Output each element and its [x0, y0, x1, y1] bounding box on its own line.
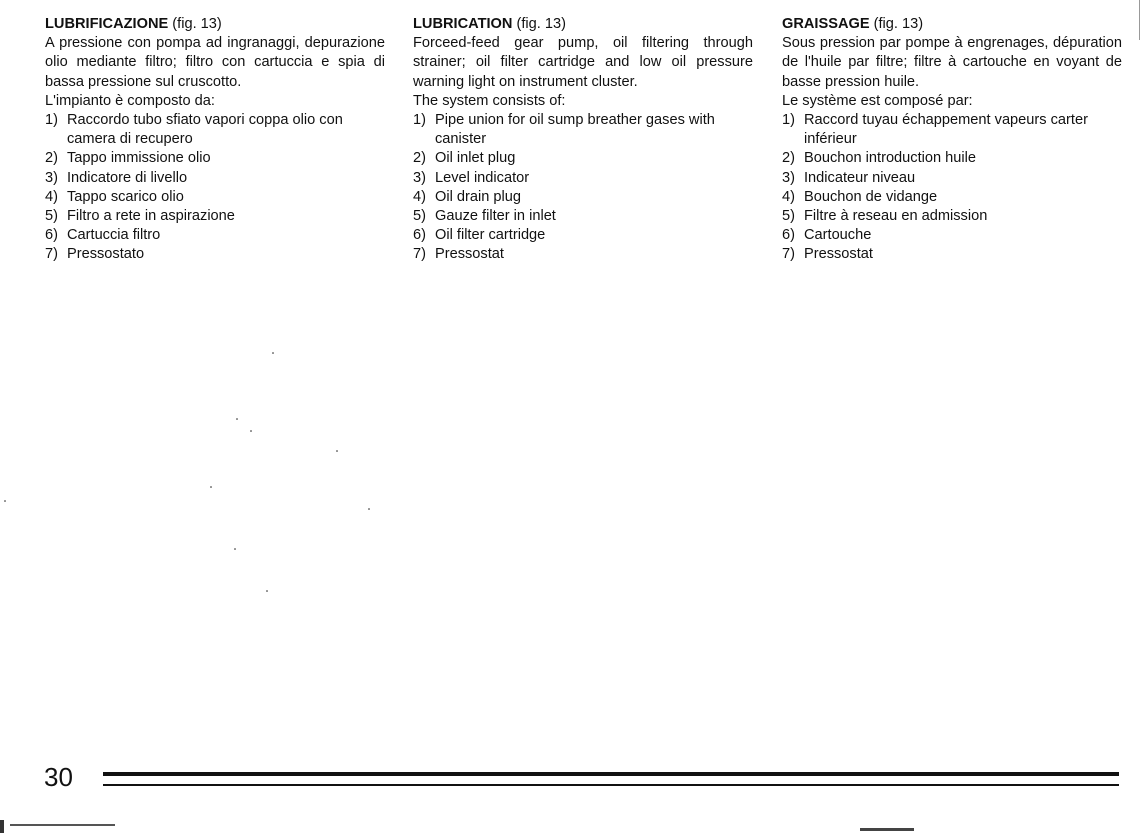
item-text: Tappo immissione olio — [67, 150, 211, 167]
system-intro: Le système est composé par: — [782, 92, 973, 109]
item-number: 1) — [782, 112, 795, 129]
item-text: Raccord tuyau échappement vapeurs carter inférieur — [804, 112, 1088, 148]
item-text: Filtro a rete in aspirazione — [67, 208, 235, 225]
column-english — [413, 15, 753, 265]
section-heading — [782, 15, 1122, 34]
item-number: 5) — [45, 208, 58, 225]
item-number: 6) — [782, 227, 795, 244]
section-heading — [45, 15, 385, 34]
system-intro: L'impianto è composto da: — [45, 92, 215, 109]
item-text: Tappo scarico olio — [67, 188, 184, 205]
item-number: 7) — [45, 246, 58, 263]
item-number: 5) — [782, 208, 795, 225]
list-item — [45, 188, 385, 207]
heading-fig-ref: (fig. 13) — [172, 16, 222, 32]
scan-speck — [368, 508, 370, 510]
item-text: Bouchon de vidange — [804, 188, 938, 205]
list-item — [782, 207, 1122, 226]
scan-artifact-bottom-right — [860, 828, 914, 831]
item-text: Pipe union for oil sump breather gases with canister — [435, 112, 715, 148]
item-number: 1) — [45, 112, 58, 129]
scan-artifact-right-edge — [1139, 0, 1140, 40]
page-number: 30 — [44, 762, 73, 792]
list-item — [782, 188, 1122, 207]
item-number: 4) — [45, 188, 58, 205]
list-item — [782, 149, 1122, 168]
item-number: 1) — [413, 112, 426, 129]
scan-speck — [336, 450, 338, 452]
list-item — [782, 226, 1122, 245]
item-number: 6) — [413, 227, 426, 244]
item-number: 6) — [45, 227, 58, 244]
item-text: Indicateur niveau — [804, 169, 916, 186]
item-text: Pressostat — [804, 246, 873, 263]
parts-list — [45, 111, 385, 265]
item-text: Cartouche — [804, 227, 872, 244]
footer-rule-thick — [103, 772, 1119, 776]
list-item — [782, 111, 1122, 149]
item-number: 2) — [782, 150, 795, 167]
scan-speck — [236, 418, 238, 420]
item-text: Oil inlet plug — [435, 150, 516, 167]
list-item — [782, 245, 1122, 264]
item-text: Oil filter cartridge — [435, 227, 546, 244]
parts-list — [413, 111, 753, 265]
item-text: Cartuccia filtro — [67, 227, 161, 244]
heading-title: LUBRIFICAZIONE — [45, 16, 169, 32]
list-item — [413, 149, 753, 168]
item-text: Oil drain plug — [435, 188, 521, 205]
item-number: 2) — [413, 150, 426, 167]
item-number: 7) — [413, 246, 426, 263]
list-item — [45, 207, 385, 226]
item-number: 7) — [782, 246, 795, 263]
item-number: 2) — [45, 150, 58, 167]
list-item — [782, 169, 1122, 188]
scan-speck — [210, 486, 212, 488]
intro-paragraph: Forceed-feed gear pump, oil filtering through strainer; oil filter cartridge and low oil pressure warning light on instrument cluster. — [413, 35, 753, 90]
item-number: 4) — [413, 188, 426, 205]
system-intro: The system consists of: — [413, 92, 566, 109]
list-item — [413, 169, 753, 188]
column-italian — [45, 15, 385, 265]
parts-list — [782, 111, 1122, 265]
item-number: 3) — [45, 169, 58, 186]
scan-speck — [234, 548, 236, 550]
list-item — [413, 111, 753, 149]
list-item — [45, 245, 385, 264]
list-item — [413, 207, 753, 226]
item-number: 3) — [782, 169, 795, 186]
item-text: Gauze filter in inlet — [435, 208, 556, 225]
heading-fig-ref: (fig. 13) — [516, 16, 566, 32]
scan-artifact-left — [0, 820, 4, 833]
item-text: Level indicator — [435, 169, 530, 186]
item-text: Bouchon introduction huile — [804, 150, 977, 167]
heading-fig-ref: (fig. 13) — [873, 16, 924, 32]
footer-rule-thin — [103, 784, 1119, 786]
scan-speck — [266, 590, 268, 592]
item-text: Pressostat — [435, 246, 504, 263]
heading-title: GRAISSAGE — [782, 16, 870, 32]
list-item — [413, 226, 753, 245]
list-item — [45, 169, 385, 188]
heading-title: LUBRICATION — [413, 16, 513, 32]
section-heading — [413, 15, 753, 34]
list-item — [45, 226, 385, 245]
item-number: 3) — [413, 169, 426, 186]
item-text: Pressostato — [67, 246, 145, 263]
item-text: Filtre à reseau en admission — [804, 208, 988, 225]
list-item — [45, 149, 385, 168]
item-text: Raccordo tubo sfiato vapori coppa olio con camera di recupero — [67, 112, 343, 148]
list-item — [45, 111, 385, 149]
column-french — [782, 15, 1122, 265]
scan-speck — [4, 500, 6, 502]
intro-paragraph: Sous pression par pompe à engrenages, dépuration de l'huile par filtre; filtre à cartouche en voyant de basse pression huile. — [782, 35, 1122, 90]
item-text: Indicatore di livello — [67, 169, 188, 186]
scan-speck — [250, 430, 252, 432]
item-number: 5) — [413, 208, 426, 225]
item-number: 4) — [782, 188, 795, 205]
list-item — [413, 188, 753, 207]
scan-speck — [272, 352, 274, 354]
intro-paragraph: A pressione con pompa ad ingranaggi, depurazione olio mediante filtro; filtro con cartuccia e spia di bassa pressione sul cruscotto. — [45, 35, 385, 90]
list-item — [413, 245, 753, 264]
scan-artifact-bottom-left — [10, 824, 115, 826]
